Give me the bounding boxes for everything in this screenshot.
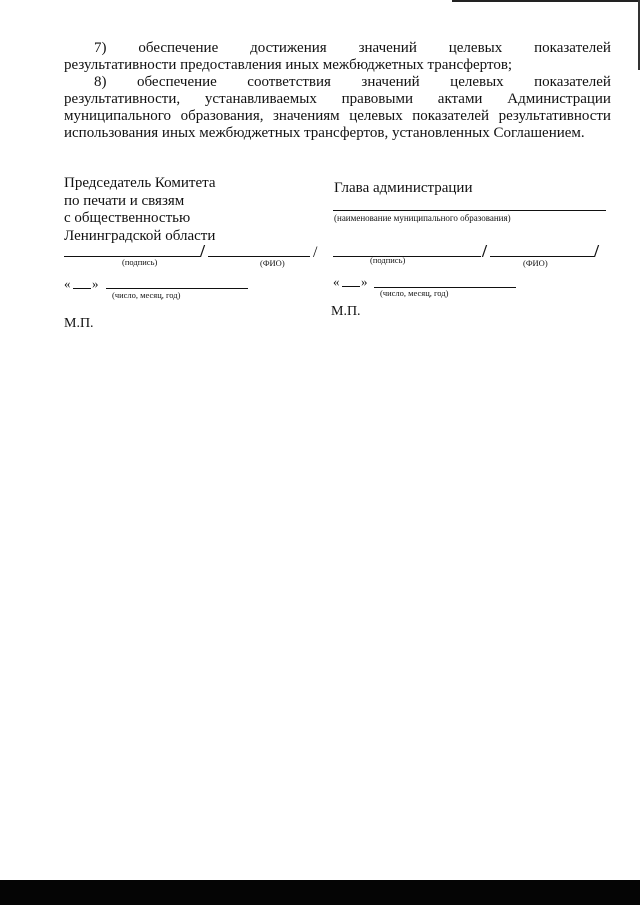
- paragraph-7: [64, 40, 611, 74]
- word: значений: [358, 40, 417, 56]
- left-day-line: [73, 288, 91, 289]
- word: 7): [94, 40, 107, 56]
- left-title-line: с общественностью: [64, 210, 191, 226]
- left-signatory-title: [64, 175, 216, 245]
- paragraph-8: [64, 74, 611, 142]
- paragraph-7-line-1: [64, 40, 611, 57]
- right-fio-caption: (ФИО): [523, 258, 548, 268]
- right-quote-close: »: [361, 274, 368, 289]
- word: показателей: [412, 108, 490, 124]
- word: показателей: [534, 40, 611, 56]
- right-org-caption: (наименование муниципального образования): [334, 213, 511, 223]
- word: образования,: [180, 108, 264, 124]
- word: соответствия: [247, 74, 331, 90]
- word: актами: [437, 91, 483, 107]
- right-fio-line: [490, 256, 594, 257]
- left-title-line: Председатель Комитета: [64, 175, 216, 191]
- word: устанавливаемых: [204, 91, 317, 107]
- scan-bottom-edge: [0, 880, 640, 905]
- left-slash-2: /: [313, 244, 318, 261]
- right-quote-open: «: [333, 274, 340, 289]
- word: целевых: [349, 108, 403, 124]
- left-date-line: [106, 288, 248, 289]
- right-signature-line: [333, 256, 481, 257]
- word: правовыми: [341, 91, 413, 107]
- left-fio-caption: (ФИО): [260, 258, 285, 268]
- word: муниципального: [64, 108, 172, 124]
- word: значений: [361, 74, 420, 90]
- right-slash-1: /: [482, 241, 488, 261]
- left-fio-line: [208, 256, 310, 257]
- word: показателей: [534, 74, 611, 90]
- left-podpis-caption: (подпись): [122, 257, 158, 267]
- word: целевых: [448, 40, 503, 56]
- word: 8): [94, 74, 107, 90]
- right-podpis-caption: (подпись): [370, 255, 406, 265]
- word: значениям: [273, 108, 340, 124]
- word: обеспечение: [138, 40, 219, 56]
- paragraph-8-line-4: использования иных межбюджетных трансфертов, установленных Соглашением.: [64, 125, 585, 141]
- right-date-caption: (число, месяц, год): [380, 288, 449, 298]
- right-slash-2: /: [594, 241, 600, 261]
- left-quote-open: «: [64, 276, 71, 291]
- paragraph-8-line-2: [64, 91, 611, 108]
- right-stamp-label: М.П.: [331, 304, 361, 319]
- right-org-line: [333, 210, 606, 211]
- paragraph-8-line-3: [64, 108, 611, 125]
- left-title-line: Ленинградской области: [64, 227, 216, 244]
- word: обеспечение: [136, 74, 217, 90]
- word: результативности,: [64, 91, 181, 107]
- right-signatory-title: Глава администрации: [334, 180, 473, 196]
- right-day-line: [342, 286, 360, 287]
- left-quote-close: »: [92, 276, 99, 291]
- left-stamp-label: М.П.: [64, 316, 94, 331]
- paragraph-7-line-2: результативности предоставления иных межбюджетных трансфертов;: [64, 57, 513, 73]
- left-title-line: по печати и связям: [64, 192, 185, 209]
- word: Администрации: [507, 91, 611, 107]
- left-slash-1: /: [200, 241, 206, 261]
- word: целевых: [450, 74, 504, 90]
- scan-edge-top: [452, 0, 640, 2]
- left-date-caption: (число, месяц, год): [112, 290, 181, 300]
- word: результативности: [498, 108, 611, 124]
- paragraph-8-line-1: [64, 74, 611, 91]
- word: достижения: [250, 40, 327, 56]
